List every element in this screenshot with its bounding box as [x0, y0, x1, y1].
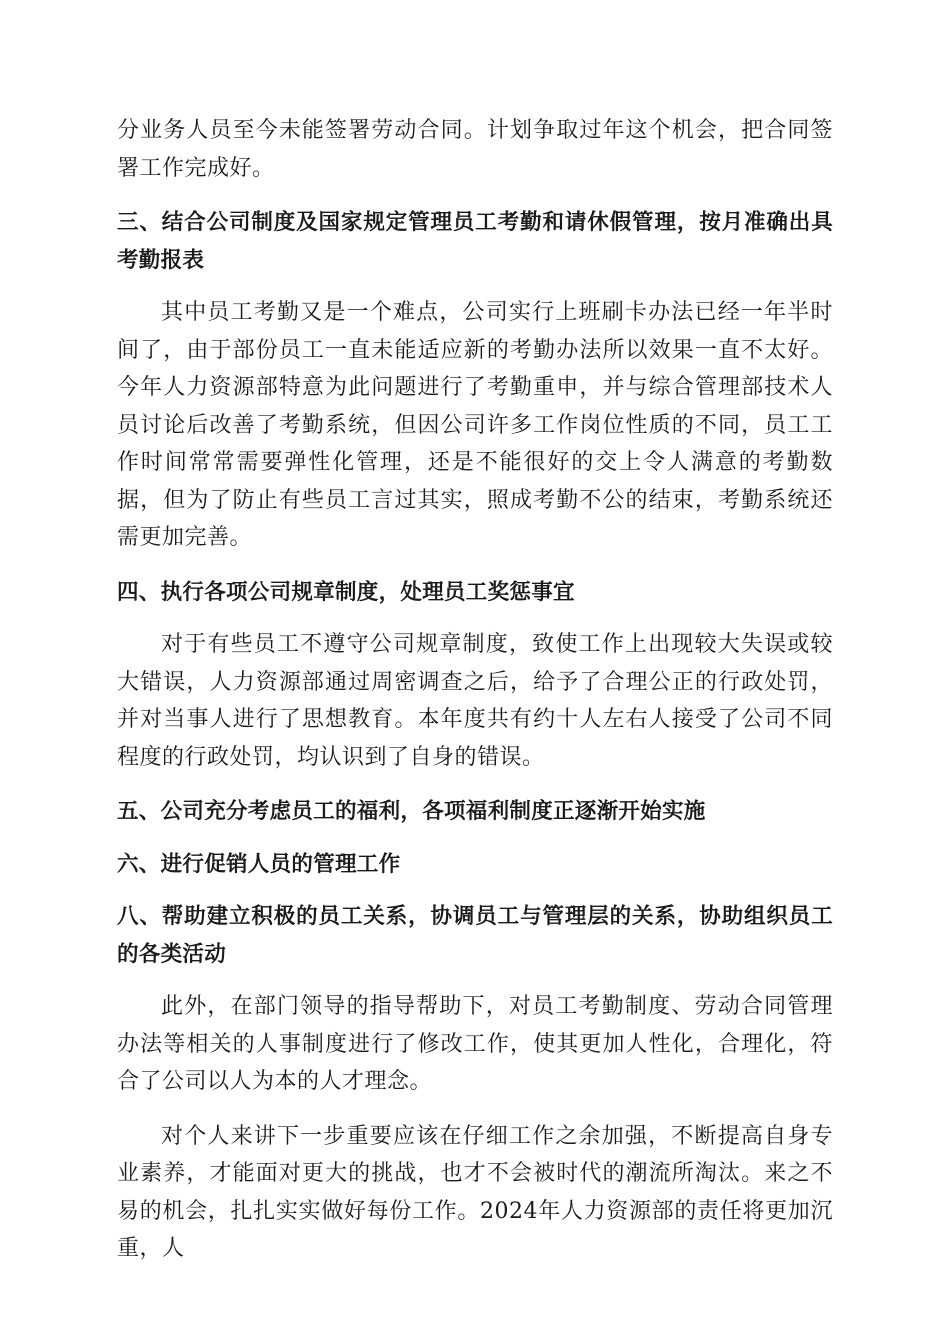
section-heading-4: 四、执行各项公司规章制度，处理员工奖惩事宜 [117, 579, 575, 605]
section-heading-6: 六、进行促销人员的管理工作 [117, 851, 401, 877]
paragraph-personal-outlook: 对个人来讲下一步重要应该在仔细工作之余加强，不断提高自身专业素养，才能面对更大的挑战，也才不会被时代的潮流所淘汰。来之不易的机会，扎扎实实做好每份工作。2024年人力资源部的责任将更加沉重，人 [117, 1123, 833, 1261]
section-heading-8: 八、帮助建立积极的员工关系，协调员工与管理层的关系，协助组织员工的各类活动 [117, 904, 833, 967]
document-body [117, 112, 833, 1285]
section-heading-5: 五、公司充分考虑员工的福利，各项福利制度正逐渐开始实施 [117, 799, 706, 824]
paragraph-attendance: 其中员工考勤又是一个难点，公司实行上班刷卡办法已经一年半时间了，由于部份员工一直未能适应新的考勤办法所以效果一直不太好。今年人力资源部特意为此问题进行了考勤重申，并与综合管理部技术人员讨论后改善了考勤系统，但因公司许多工作岗位性质的不同，员工工作时间常常需要弹性化管理，还是不能很好的交上令人满意的考勤数据，但为了防止有些员工言过其实，照成考勤不公的结束，考勤系统还需更加完善。 [117, 300, 833, 550]
paragraph-continued: 分业务人员至今未能签署劳动合同。计划争取过年这个机会，把合同签署工作完成好。 [117, 118, 833, 181]
section-heading-3: 三、结合公司制度及国家规定管理员工考勤和请休假管理，按月准确出具考勤报表 [117, 210, 833, 273]
paragraph-discipline: 对于有些员工不遵守公司规章制度，致使工作上出现较大失误或较大错误，人力资源部通过周密调查之后，给予了合理公正的行政处罚，并对当事人进行了思想教育。本年度共有约十人左右人接受了公司不同程度的行政处罚，均认识到了自身的错误。 [117, 632, 833, 770]
paragraph-policy-revision: 此外，在部门领导的指导帮助下，对员工考勤制度、劳动合同管理办法等相关的人事制度进行了修改工作，使其更加人性化，合理化，符合了公司以人为本的人才理念。 [117, 994, 833, 1094]
